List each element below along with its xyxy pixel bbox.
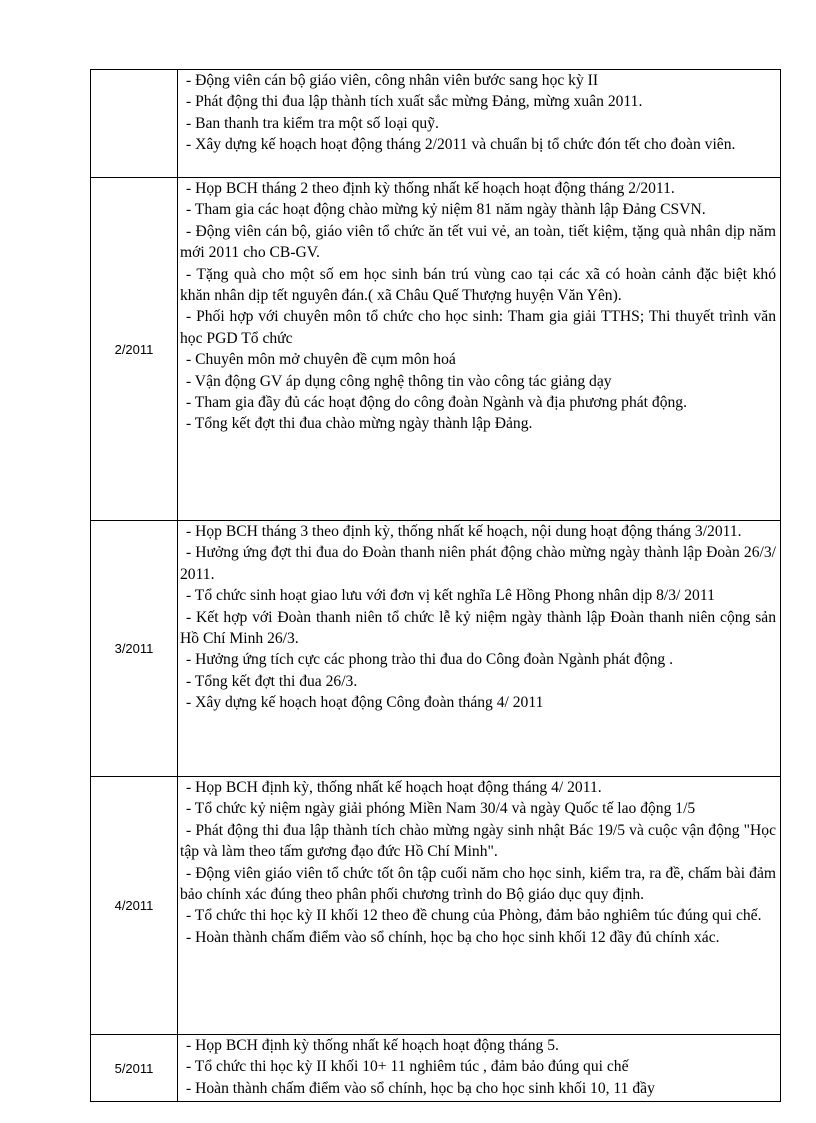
activity-item: - Vận động GV áp dụng công nghệ thông tin vào công tác giảng dạy	[186, 372, 612, 390]
activity-item: - Xây dựng kế hoạch hoạt động tháng 2/2011 và chuẩn bị tổ chức đón tết cho đoàn viên.	[186, 136, 736, 154]
activity-item: - Hưởng ứng tích cực các phong trào thi đua do Công đoàn Ngành phát động .	[186, 651, 674, 669]
activity-item: - Tham gia các hoạt động chào mừng kỷ niệm 81 năm ngày thành lập Đảng CSVN.	[186, 201, 706, 219]
activity-item: - Tổ chức thi học kỳ II khối 10+ 11 nghiêm túc , đảm bảo đúng qui chế	[186, 1058, 629, 1076]
activity-item: - Phát động thi đua lập thành tích chào mừng ngày sinh nhật Bác 19/5 và cuộc vận động "Học tập và làm theo tấm gương đạo đức Hồ Chí Minh".	[180, 821, 776, 861]
activity-item: - Phối hợp với chuyên môn tổ chức cho học sinh: Tham gia giải TTHS; Thi thuyết trình văn học PGD Tổ chức	[180, 308, 776, 347]
month-cell: 5/2011	[91, 1035, 178, 1102]
month-cell: 2/2011	[91, 178, 178, 521]
plan-row	[91, 178, 781, 521]
activity-item: - Ban thanh tra kiểm tra một số loại quỹ.	[186, 114, 439, 132]
plan-row	[91, 521, 781, 777]
activity-item: - Tổ chức thi học kỳ II khối 12 theo đề chung của Phòng, đảm bảo nghiêm túc đúng qui chế.	[186, 907, 762, 925]
activity-item: - Họp BCH định kỳ, thống nhất kế hoạch hoạt động tháng 4/ 2011.	[186, 779, 602, 796]
activity-item: - Hoàn thành chấm điểm vào sổ chính, học bạ cho học sinh khối 10, 11 đầy	[186, 1079, 655, 1097]
plan-row	[91, 70, 781, 178]
activities-cell	[178, 70, 781, 178]
plan-row	[91, 1035, 781, 1102]
activity-item: - Tổ chức sinh hoạt giao lưu với đơn vị kết nghĩa Lê Hồng Phong nhân dịp 8/3/ 2011	[186, 587, 715, 605]
plan-row	[91, 777, 781, 1035]
activity-item: - Chuyên môn mở chuyên đề cụm môn hoá	[186, 351, 456, 369]
activity-item: - Động viên cán bộ, giáo viên tổ chức ăn tết vui vẻ, an toàn, tiết kiệm, tặng quà nhân dịp năm mới 2011 cho CB-GV.	[180, 222, 776, 262]
activity-item: - Tặng quà cho một số em học sinh bán trú vùng cao tại các xã có hoàn cảnh đặc biệt khó khăn nhân dịp tết nguyên đán.( xã Châu Quế Thượng huyện Văn Yên).	[180, 265, 776, 305]
activity-item: - Hưởng ứng đợt thi đua do Đoàn thanh niên phát động chào mừng ngày thành lập Đoàn 26/3/ 2011.	[180, 544, 776, 583]
activity-item: - Họp BCH tháng 3 theo định kỳ, thống nhất kế hoạch, nội dung hoạt động tháng 3/2011.	[186, 523, 742, 540]
month-cell	[91, 70, 178, 178]
activity-item: - Động viên cán bộ giáo viên, công nhân viên bước sang học kỳ II	[186, 72, 599, 89]
activity-item: - Tham gia đầy đủ các hoạt động do công đoàn Ngành và địa phương phát động.	[186, 394, 687, 412]
month-cell: 3/2011	[91, 521, 178, 777]
activities-cell	[178, 521, 781, 777]
activity-item: - Tổ chức kỷ niệm ngày giải phóng Miền Nam 30/4 và ngày Quốc tế lao động 1/5	[186, 800, 696, 818]
month-cell: 4/2011	[91, 777, 178, 1035]
activity-item: - Tổng kết đợt thi đua 26/3.	[186, 672, 358, 690]
activities-cell	[178, 777, 781, 1035]
activity-item: - Động viên giáo viên tổ chức tốt ôn tập cuối năm cho học sinh, kiểm tra, ra đề, chấm bài đảm bảo chính xác đúng theo phân phối chương trình do Bộ giáo dục quy định.	[180, 864, 776, 904]
activity-item: - Tổng kết đợt thi đua chào mừng ngày thành lập Đảng.	[186, 415, 533, 433]
activity-item: - Phát động thi đua lập thành tích xuất sắc mừng Đảng, mừng xuân 2011.	[186, 93, 643, 111]
activity-item: - Xây dựng kế hoạch hoạt động Công đoàn tháng 4/ 2011	[186, 694, 544, 712]
activity-item: - Họp BCH định kỳ thống nhất kế hoạch hoạt động tháng 5.	[186, 1037, 559, 1054]
activity-plan-table	[90, 69, 781, 1102]
activity-item: - Họp BCH tháng 2 theo định kỳ thống nhất kế hoạch hoạt động tháng 2/2011.	[186, 180, 675, 197]
activities-cell	[178, 178, 781, 521]
activity-item: - Kết hợp với Đoàn thanh niên tổ chức lễ kỷ niệm ngày thành lập Đoàn thanh niên cộng sản Hồ Chí Minh 26/3.	[180, 608, 776, 648]
activities-cell	[178, 1035, 781, 1102]
activity-item: - Hoàn thành chấm điểm vào sổ chính, học bạ cho học sinh khối 12 đầy đủ chính xác.	[186, 928, 720, 946]
